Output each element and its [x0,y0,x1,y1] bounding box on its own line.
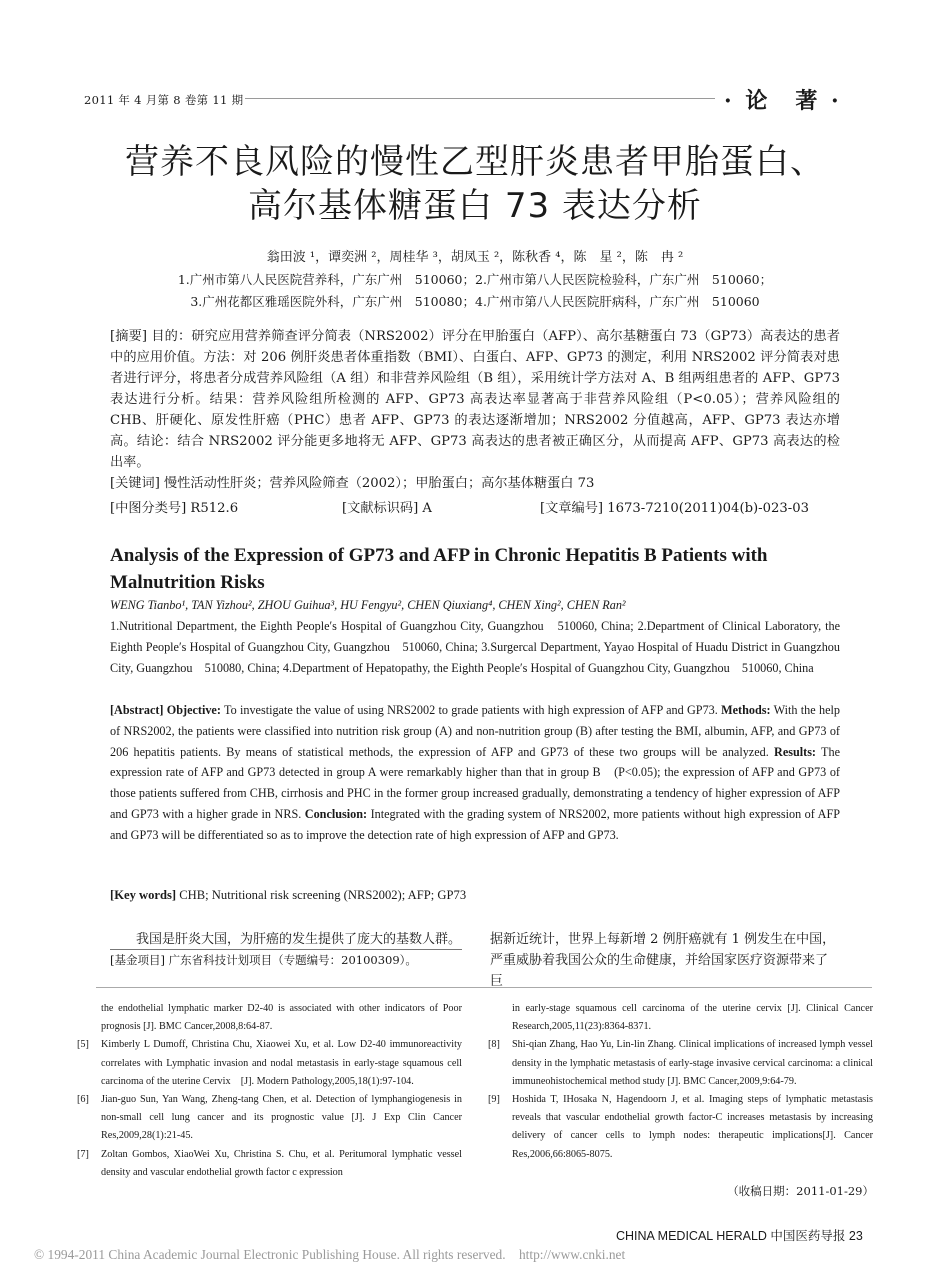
reference-number: [9] [488,1094,500,1106]
received-date: （收稿日期：2011-01-29） [727,1184,874,1198]
references-rule [96,987,872,988]
reference-text: in early-stage squamous cell carcinoma of the uterine cervix [J]. Clinical Cancer Research,2005,11(23):8364-8371. [512,1003,873,1033]
article-number: [文章编号] 1673-7210(2011)04(b)-023-03 [540,501,810,516]
funding-note: [基金项目] 广东省科技计划项目（专题编号：20100309）。 [110,953,417,967]
header-rule [245,98,715,99]
reference-item [488,1036,873,1091]
intro-left-column: 我国是肝炎大国，为肝癌的发生提供了庞大的基数人群。 [110,932,462,947]
abstract-zh-text: [摘要] 目的：研究应用营养筛查评分简表（NRS2002）评分在甲胎蛋白（AFP）、高尔基糖蛋白 73（GP73）高表达的患者中的应用价值。方法：对 206 例肝炎患者体重指数（BMI）、白蛋白、AFP、GP73 的测定，利用 NRS2002 评分简表对患者进行评分，将患者分成营养风险组（A 组）和非营养风险组（B 组），采用统计学方法对 A、B 组两组患者的 AFP、GP73 表达进行分析。结果：营养风险组所检测的 AFP、GP73 高表达率显著高于非营养风险组（P<0.05）；营养风险组的 CHB、肝硬化、原发性肝癌（PHC）患者 AFP、GP73 的表达逐渐增加；NRS2002 分值越高，AFP、GP73 表达亦增高。结论：结合 NRS2002 评分能更多地将无 AFP、GP73 高表达的患者被正确区分，从而提高 AFP、GP73 高表达的检出率。 [110,329,840,470]
funding-rule [110,949,462,950]
clc-number: [中图分类号] R512.6 [110,501,239,516]
reference-text: the endothelial lymphatic marker D2-40 is associated with other indicators of Poor prognosis [J]. BMC Cancer,2008,8:64-87. [101,1003,462,1033]
affiliation-zh-line1: 1.广州市第八人民医院营养科，广东广州 510060；2.广州市第八人民医院检验科，广东广州 510060； [177,272,773,287]
reference-item [77,1146,462,1182]
affiliation-zh-line2: 3.广州花都区雅瑶医院外科，广东广州 510080；4.广州市第八人民医院肝病科，广东广州 510060 [190,294,760,309]
abstract-methods-label: Methods: [721,703,771,717]
reference-number: [5] [77,1039,89,1051]
reference-number: [8] [488,1039,500,1051]
abstract-en [110,700,840,846]
footer-journal-page: CHINA MEDICAL HERALD 中国医药导报 23 [616,1229,863,1243]
section-label: · 论 著 · [724,88,842,114]
abstract-conclusion: Integrated with the grading system of NRS2002, more patients without high expression of AFP and GP73 will be differentiated so as to improve the detection rate of high expression of AFP and GP73. [110,806,840,842]
reference-item [77,1000,462,1036]
keywords-en-label: [Key words] [110,888,177,902]
reference-text: Hoshida T, IHosaka N, Hagendoorn J, et al. Imaging steps of lymphatic metastasis reveals that vascular endothelial growth factor-C increases metastasis by increasing delivery of cancer cells to lymph nodes: therapeutic implications[J]. Cancer Res,2006,66:8065-8075. [512,1094,873,1160]
reference-text: Shi-qian Zhang, Hao Yu, Lin-lin Zhang. Clinical implications of increased lymph vessel density in the lymphatic metastasis of early-stage invasive cervical carcinoma: a clinical immuneohistochemical method study [J]. BMC Cancer,2009,9:64-79. [512,1039,873,1087]
keywords-en [110,888,466,903]
reference-text: Kimberly L Dumoff, Christina Chu, Xiaowei Xu, et al. Low D2-40 immunoreactivity correlates with Lymphatic invasion and nodal metastasis in early-stage squamous cell carcinoma of the uterine Cervix [J]. Modern Pathology,2005,18(1):97-104. [101,1039,462,1087]
abstract-objective: To investigate the value of using NRS2002 to grade patients with high expression of AFP and GP73. [220,703,722,717]
document-code: [文献标识码] A [342,501,432,516]
title-zh-line2: 高尔基体糖蛋白 73 表达分析 [248,186,702,226]
authors-zh: 翁田波 ¹，谭奕洲 ²，周桂华 ³，胡凤玉 ²，陈秋香 ⁴，陈 星 ²，陈 冉 ² [266,250,684,265]
abstract-methods: With the help of NRS2002, the patients were classified into nutrition risk group (A) and non-nutrition group (B) after testing the BMI, albumin, AFP, and GP73 of 206 hepatitis patients. By means of statistical methods, the expression of AFP and GP73 of these two groups will be analyzed. [110,703,840,759]
abstract-objective-label: [Abstract] Objective: [110,703,221,717]
reference-item [77,1036,462,1091]
authors-en: WENG Tianbo¹, TAN Yizhou², ZHOU Guihua³, HU Fengyu², CHEN Qiuxiang⁴, CHEN Xing², CHEN Ran² [110,598,626,612]
title-zh-line1: 营养不良风险的慢性乙型肝炎患者甲胎蛋白、 [125,142,825,182]
keywords-en-text: CHB; Nutritional risk screening (NRS2002); AFP; GP73 [176,888,467,902]
abstract-results: The expression rate of AFP and GP73 detected in group A were remarkably higher than that in group B (P<0.05); the expression of AFP and GP73 of those patients suffered from CHB, cirrhosis and PHC in the former group increased gradually, demonstrating a tendency of higher expression of AFP and GP73 with a higher grade in NRS. [110,744,840,821]
article-title-zh [60,140,890,228]
intro-right-column: 据新近统计，世界上每新增 2 例肝癌就有 1 例发生在中国，严重威胁着我国公众的生命健康，并给国家医疗资源带来了巨 [490,932,836,989]
article-title-en: Analysis of the Expression of GP73 and AFP in Chronic Hepatitis B Patients with Malnutrition Risks [110,545,768,593]
keywords-zh: [关键词] 慢性活动性肝炎；营养风险筛查（2002）；甲胎蛋白；高尔基体糖蛋白 73 [110,476,595,491]
reference-item [488,1091,873,1164]
affiliations-en: 1.Nutritional Department, the Eighth People′s Hospital of Guangzhou City, Guangzhou 510060, China; 2.Department of Clinical Laboratory, the Eighth People′s Hospital of Guangzhou City, Guangzhou 510060, China; 3.Surgercal Department, Yayao Hospital of Huadu District in Guangzhou City, Guangzhou 510080, China; 4.Department of Hepatopathy, the Eighth People′s Hospital of Guangzhou City, Guangzhou 510060, China [110,619,840,675]
reference-item [77,1091,462,1146]
copyright-watermark: © 1994-2011 China Academic Journal Electronic Publishing House. All rights reserved. http://www.cnki.net [34,1247,626,1262]
reference-text: Jian-guo Sun, Yan Wang, Zheng-tang Chen, et al. Detection of lymphangiogenesis in non-small cell lung cancer and its prognostic value [J]. J Exp Clin Cancer Res,2009,28(1):21-45. [101,1094,462,1142]
reference-item [488,1000,873,1036]
references-right-column [488,1000,873,1164]
reference-text: Zoltan Gombos, XiaoWei Xu, Christina S. Chu, et al. Peritumoral lymphatic vessel density and vascular endothelial growth factor c expression [101,1148,462,1178]
abstract-zh [110,326,840,494]
reference-number: [6] [77,1094,89,1106]
issue-info: 2011 年 4 月第 8 卷第 11 期 [84,93,244,107]
abstract-conclusion-label: Conclusion: [304,806,368,821]
references-left-column [77,1000,462,1182]
abstract-results-label: Results: [774,744,816,759]
reference-number: [7] [77,1148,89,1160]
